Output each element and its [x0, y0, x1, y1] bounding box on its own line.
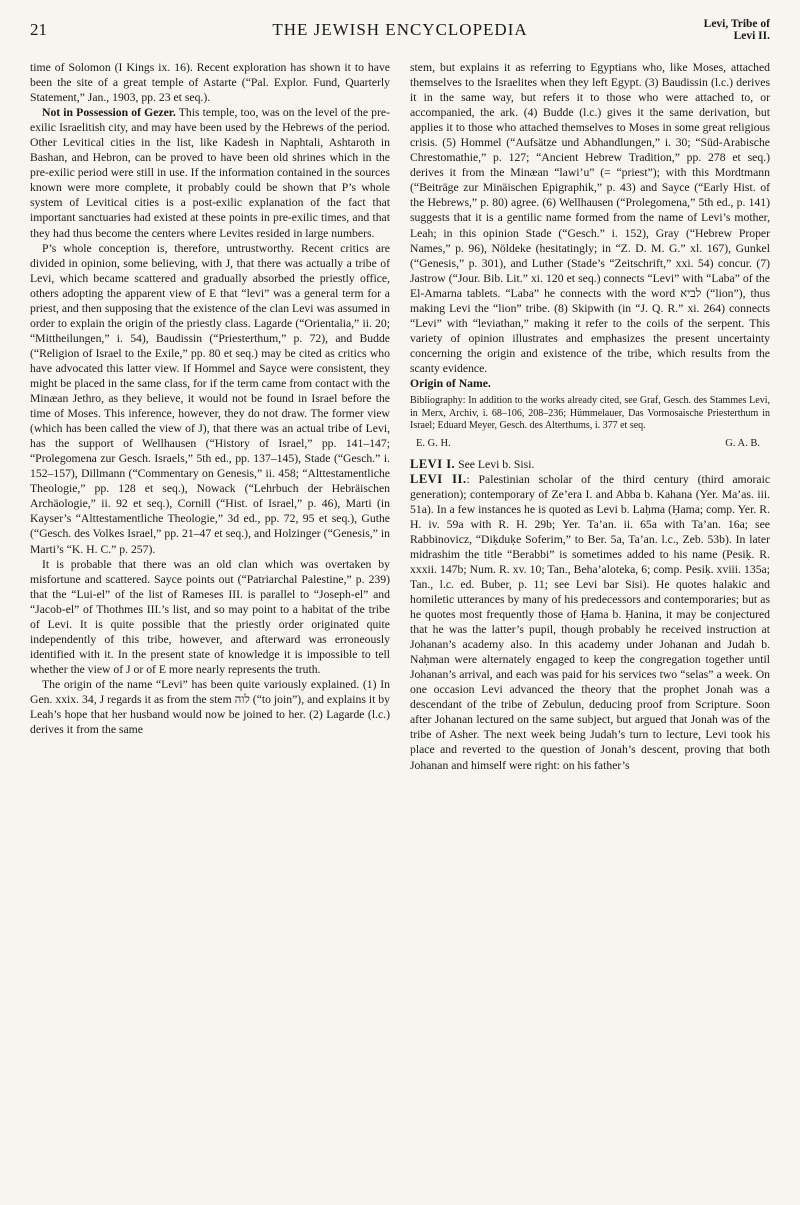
paragraph-with-side-heading [30, 105, 390, 240]
entry-levi-i [410, 457, 770, 472]
entry-levi-ii [410, 472, 770, 773]
author-signatures [410, 436, 770, 451]
signature-right: G. A. B. [725, 437, 760, 449]
paragraph: It is probable that there was an old clan which was overtaken by misfortune and scattered. Sayce points out (“Patriarchal Palestine,” p. 239) that the “Lui-el” of the list of Rameses III. is parallel to “Joseph-el” and “Jacob-el” of Thothmes III.’s list, and so may point to a habitat of the tribe of Levi. It is quite possible that the priestly order originated quite independently of this tribe, however, and afterward was erroneously identified with it. In the present state of knowledge it is impossible to tell whether the view of J or of E more nearly represents the truth. [30, 557, 390, 676]
bibliography: Bibliography: In addition to the works already cited, see Graf, Gesch. des Stammes Levi, in Merx, Archiv, i. 68–106, 208–236; Hümmelauer, Das Vormosaische Priesterthum in Israel; Eduard Meyer, Gesch. des Alterthums, i. 377 et seq. [410, 395, 770, 432]
right-column [410, 60, 770, 1195]
side-heading: Origin of Name. [410, 376, 491, 390]
side-heading-note [410, 376, 770, 391]
entry-text: : Palestinian scholar of the third century (third amoraic generation); contemporary of Ze’era I. and Abba b. Kahana (Yer. Ma’as. iii. 51a). In a few instances he is quoted as Levi b. Laḥma (Ḥama; comp. Yer. R. H. iv. 59a with R. H. 29b; Yer. Ta’an. ii. 65a with Ta’an. 16a; see Rabbinovicz, “Diḳduḳe Soferim,” to Ber. 5a, Ta’an. l.c., Zeb. 53b). In later midrashim the title “Berabbi” is sometimes added to his name (Pesiḳ. R. xxxii. 147b; Num. R. xv. 10; Tan., Beha’aloteka, 6; comp. Pesiḳ. xviii. 135a; Tan., l.c. ed. Buber, p. 11; see Levi bar Sisi). He quotes halakic and homiletic utterances by many of his predecessors and contemporaries; but as he quotes most frequently those of Ḥama b. Ḥanina, it may be conjectured that he was the latter’s pupil, though probably he received instruction at Johanan’s academy also. In this academy under Johanan and Judah b. Naḥman were alternately engaged to keep the congregation together until Johanan’s arrival, and each was paid for his services two “selas” a week. On one occasion Levi advanced the theory that the prophet Jonah was a descendant of the tribe of Zebulun, deducing proof from Scripture. Soon after Johanan lectured on the same subject, but argued that Jonah was of the tribe of Asher. The next week being Judah’s turn to lecture, Levi took his place and reverted to the question of Jonah’s descent, proving that both Johanan and himself were right: on his father’s [410, 472, 770, 772]
side-heading: Not in Possession of Gezer. [42, 106, 176, 120]
paragraph: P’s whole conception is, therefore, untrustworthy. Recent critics are divided in opinion, some believing, with J, that there was actually a tribe of Levi, which became scattered and gradually absorbed the priestly office, others adopting the apparent view of E that “levi” was a general term for a priest, and then supposing that the existence of the clan Levi was assumed in order to explain the origin of the priestly class. Lagarde (“Orientalia,” ii. 20; “Mittheilungen,” i. 54), Baudissin (“Priesterthum,” p. 72), and Budde (“Religion of Israel to the Exile,” pp. 80 et seq.) may be cited as critics who have advocated this latter view. If Hommel and Sayce were consistent, they might be placed in the same class, for if the term came from contact with the Minæan Jethro, as they believe, it would not be found in Israel before the time of Moses. This inference, however, they do not draw. The former view (which has been called the view of J), that there was an actual tribe of Levi, has the support of Wellhausen (“History of Israel,” pp. 141–147; “Prolegomena zur Gesch. Israels,” 5th ed., pp. 137–145), Stade (“Gesch.” i. 152–157), Dillmann (“Commentary on Genesis,” ii. 458; “Alttestamentliche Theologie,” pp. 128 et seq.), Nowack (“Lehrbuch der Hebräischen Archäologie,” ii. 92 et seq.), Cornill (“Hist. of Israel,” p. 46), Marti (in Kayser’s “Alttestamentliche Theologie,” 3d ed., pp. 72, 95 et seq.), Guthe (“Gesch. des Volkes Israel,” pp. 21–47 et seq.), and Holzinger (“Genesis,” in Marti’s “K. H. C.” p. 257). [30, 241, 390, 556]
running-head-line2: Levi II. [733, 30, 770, 42]
paragraph: The origin of the name “Levi” has been quite variously explained. (1) In Gen. xxix. 34, J regards it as from the stem לוה (“to join”), and explains it by Leah’s hope that her husband would now be joined to her. (2) Lagarde (l.c.) derives it from the same [30, 677, 390, 737]
entry-heading: LEVI I. [410, 456, 456, 471]
page-header [30, 18, 770, 58]
left-column [30, 60, 390, 1195]
running-head-line1: Levi, Tribe of [703, 18, 770, 30]
running-title: THE JEWISH ENCYCLOPEDIA [272, 20, 528, 39]
running-head [704, 18, 770, 42]
page-number: 21 [30, 20, 47, 39]
entry-heading: LEVI II. [410, 471, 467, 486]
entry-text: See Levi b. Sisi. [458, 457, 535, 471]
paragraph: time of Solomon (I Kings ix. 16). Recent exploration has shown it to have been the site of a great temple of Astarte (“Pal. Explor. Fund, Quarterly Statement,” Jan., 1903, pp. 23 et seq.). [30, 61, 390, 105]
text-columns [30, 60, 770, 1195]
paragraph-text: This temple, too, was on the level of the pre-exilic Israelitish city, and may have been used by the Hebrews of the period. Other Levitical cities in the list, like Kadesh in Naphtali, Ashtaroth in Bashan, and Hebron, can be proved to have been old shrines which in the pre-exilic period were still in use. If the information contained in the sources known were more complete, it probably could be shown that P’s whole system of Levitical cities is a post-exilic explanation of the fact that important sanctuaries had existed at these points in pre-exilic times, and that they had thus become the centers where Levites resided in large numbers. [30, 106, 390, 240]
paragraph: stem, but explains it as referring to Egyptians who, like Moses, attached themselves to the Israelites when they left Egypt. (3) Baudissin (l.c.) derives it in the same way, but refers it to those who were attached to, or accompanied, the ark. (4) Budde (l.c.) gives it the same derivation, but applies it to those who attached themselves to Moses in some great religious crisis. (5) Hommel (“Aufsätze und Abhandlungen,” i. 30; “Süd-Arabische Chrestomathie,” p. 127; “Ancient Hebrew Tradition,” pp. 278 et seq.) derives it from the Minæan “lawi’u” (= “priest”); with this Mordtmann (“Beiträge zur Minäischen Epigraphik,” p. 43) and Sayce (“Early Hist. of the Hebrews,” p. 80) agree. (6) Wellhausen (“Prolegomena,” 5th ed., p. 141) suggests that it is a gentilic name formed from the name of Levi’s mother, Leah; in this opinion Stade (“Gesch.” i. 152), Gray (“Hebrew Proper Names,” p. 96), Nöldeke (hesitatingly; in “Z. D. M. G.” xl. 167), Gunkel (“Genesis,” p. 301), and Luther (Stade’s “Zeitschrift,” xxi. 54) concur. (7) Jastrow (“Jour. Bib. Lit.” xi. 120 et seq.) connects “Levi” with “Laba” of the El-Amarna tablets. “Laba” he connects with the word לביא (“lion”), thus making Levi the “lion” tribe. (8) Skipwith (in “J. Q. R.” xi. 264) connects “Levi” with “leviathan,” making it refer to the coils of the serpent. This variety of opinion illustrates and emphasizes the present uncertainty concerning the origin and existence of the tribe, which results from the scanty evidence. [410, 61, 770, 375]
signature-left: E. G. H. [416, 437, 451, 449]
